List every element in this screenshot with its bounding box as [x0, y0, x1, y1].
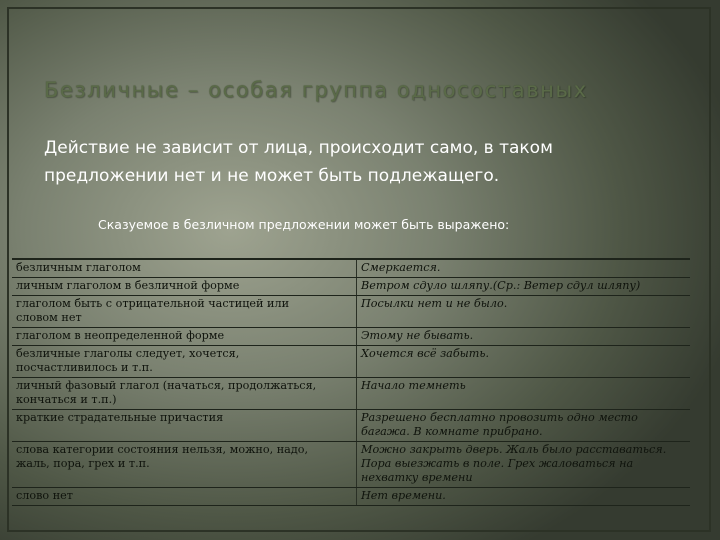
cell-line: Посылки нет и не было. [361, 297, 508, 310]
example-cell [357, 259, 691, 278]
cell-line: кончаться и т.п.) [16, 393, 117, 406]
table-row [12, 346, 690, 378]
cell-line: посчастливилось и т.п. [16, 361, 153, 374]
example-cell [357, 378, 691, 410]
cell-line: глаголом в неопределенной форме [16, 329, 225, 342]
table-row [12, 442, 690, 488]
lead-paragraph [44, 134, 684, 190]
cell-line: словом нет [16, 311, 82, 324]
example-cell [357, 328, 691, 346]
example-cell [357, 346, 691, 378]
expression-type-cell [12, 296, 357, 328]
predicate-table [12, 258, 690, 506]
cell-line: Хочется всё забыть. [361, 347, 490, 360]
cell-line: безличным глаголом [16, 261, 141, 274]
expression-type-cell [12, 259, 357, 278]
cell-line: Разрешено бесплатно провозить одно место [361, 411, 638, 424]
predicate-table-body [12, 259, 690, 506]
table-row [12, 328, 690, 346]
cell-line: Можно закрыть дверь. Жаль было расставаться. [361, 443, 667, 456]
table-row [12, 278, 690, 296]
cell-line: глаголом быть с отрицательной частицей или [16, 297, 290, 310]
example-cell [357, 410, 691, 442]
cell-line: багажа. В комнате прибрано. [361, 425, 543, 438]
expression-type-cell [12, 278, 357, 296]
table-row [12, 259, 690, 278]
example-cell [357, 442, 691, 488]
table-row [12, 378, 690, 410]
table-row [12, 410, 690, 442]
example-cell [357, 488, 691, 506]
cell-line: безличные глаголы следует, хочется, [16, 347, 240, 360]
cell-line: краткие страдательные причастия [16, 411, 224, 424]
cell-line: Начало темнеть [361, 379, 466, 392]
cell-line: Смеркается. [361, 261, 441, 274]
expression-type-cell [12, 442, 357, 488]
expression-type-cell [12, 378, 357, 410]
cell-line: Пора выезжать в поле. Грех жаловаться на [361, 457, 634, 470]
cell-line: жаль, пора, грех и т.п. [16, 457, 150, 470]
slide-title: Безличные – особая группа односоставных [44, 78, 588, 102]
lead-line: предложении нет и не может быть подлежащего. [44, 166, 500, 186]
example-cell [357, 278, 691, 296]
cell-line: слово нет [16, 489, 73, 502]
cell-line: личным глаголом в безличной форме [16, 279, 240, 292]
cell-line: Ветром сдуло шляпу.(Ср.: Ветер сдул шляпу) [361, 279, 641, 292]
cell-line: Этому не бывать. [361, 329, 474, 342]
cell-line: Нет времени. [361, 489, 446, 502]
cell-line: личный фазовый глагол (начаться, продолжаться, [16, 379, 317, 392]
example-cell [357, 296, 691, 328]
cell-line: слова категории состояния нельзя, можно, надо, [16, 443, 308, 456]
expression-type-cell [12, 488, 357, 506]
expression-type-cell [12, 410, 357, 442]
lead-line: Действие не зависит от лица, происходит само, в таком [44, 138, 553, 158]
table-row [12, 296, 690, 328]
cell-line: нехватку времени [361, 471, 473, 484]
table-caption: Сказуемое в безличном предложении может быть выражено: [98, 217, 510, 232]
expression-type-cell [12, 346, 357, 378]
expression-type-cell [12, 328, 357, 346]
table-row [12, 488, 690, 506]
